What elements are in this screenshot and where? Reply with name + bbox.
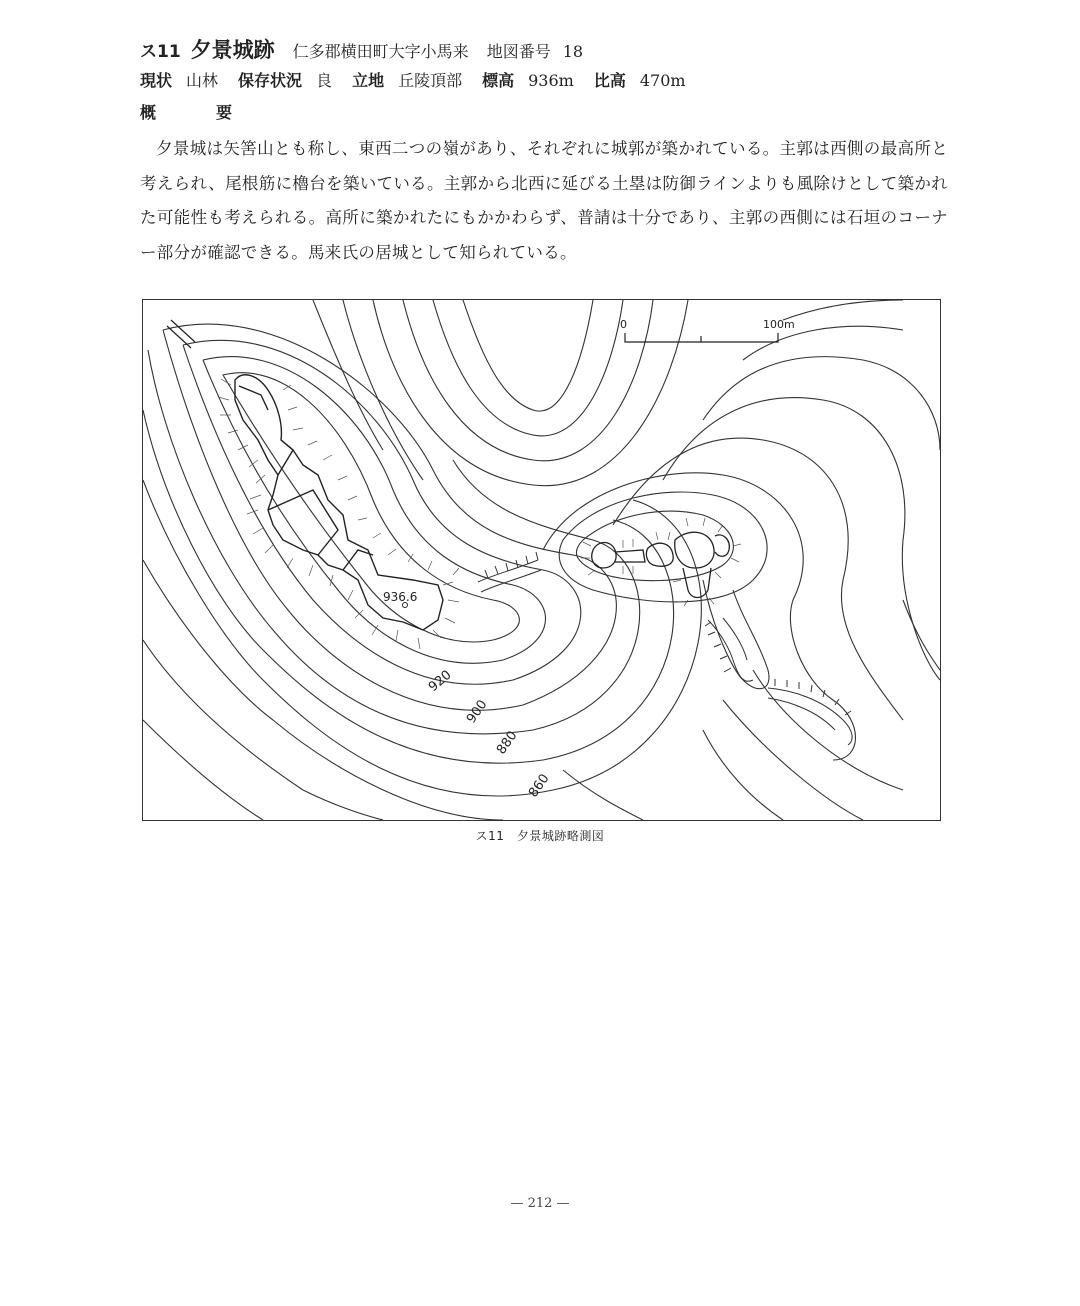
relative-height-value: 470m xyxy=(639,71,686,90)
scale-bar xyxy=(625,333,778,342)
entry-header xyxy=(140,34,960,132)
east-terraces xyxy=(705,618,852,745)
saddle-rampart xyxy=(478,552,541,592)
contour-label-880: 880 xyxy=(493,728,521,758)
setting-label: 立地 xyxy=(352,71,385,90)
contour-label-860: 860 xyxy=(525,771,553,801)
survey-map-drawing xyxy=(143,300,940,820)
status-value: 山林 xyxy=(186,71,219,90)
site-code: ス11 xyxy=(140,42,181,62)
preservation-label: 保存状況 xyxy=(238,71,303,90)
overview-heading: 概 要 xyxy=(140,103,255,122)
map-number-label: 地図番号 xyxy=(486,42,551,61)
relative-height-label: 比高 xyxy=(593,71,626,90)
setting-value: 丘陵頂部 xyxy=(398,71,463,90)
page-number: — 212 — xyxy=(510,1196,570,1211)
elevation-label: 標高 xyxy=(482,71,515,90)
preservation-value: 良 xyxy=(316,71,333,90)
overview-text: 夕景城は矢筈山とも称し、東西二つの嶺があり、それぞれに城郭が築かれている。主郭は西側の最高所と考えられ、尾根筋に櫓台を築いている。主郭から北西に延びる土塁は防御ラインよりも風除けとして築かれた可能性も考えられる。高所に築かれたにもかかわらず、普請は十分であり、主郭の西側には石垣のコーナー部分が確認できる。馬来氏の居城として知られている。 xyxy=(140,139,948,262)
title-line xyxy=(140,34,960,68)
map-number: 18 xyxy=(562,42,584,61)
contour-lines xyxy=(143,300,940,820)
west-castle-hachures xyxy=(218,379,459,649)
survey-map xyxy=(142,299,941,821)
figure-caption: ス11 夕景城跡略測図 xyxy=(475,829,605,843)
scale-end-label: 100m xyxy=(763,318,795,331)
site-name: 夕景城跡 xyxy=(190,38,275,62)
meta-line xyxy=(140,68,960,100)
contour-label-900: 900 xyxy=(463,697,491,727)
status-label: 現状 xyxy=(140,71,173,90)
contour-label-920: 920 xyxy=(425,667,455,696)
scale-start-label: 0 xyxy=(620,318,627,331)
east-castle-outline xyxy=(592,532,730,597)
site-location: 仁多郡横田町大字小馬来 xyxy=(292,42,469,61)
elevation-value: 936m xyxy=(528,71,574,90)
summit-elevation: 936.6 xyxy=(383,590,418,604)
